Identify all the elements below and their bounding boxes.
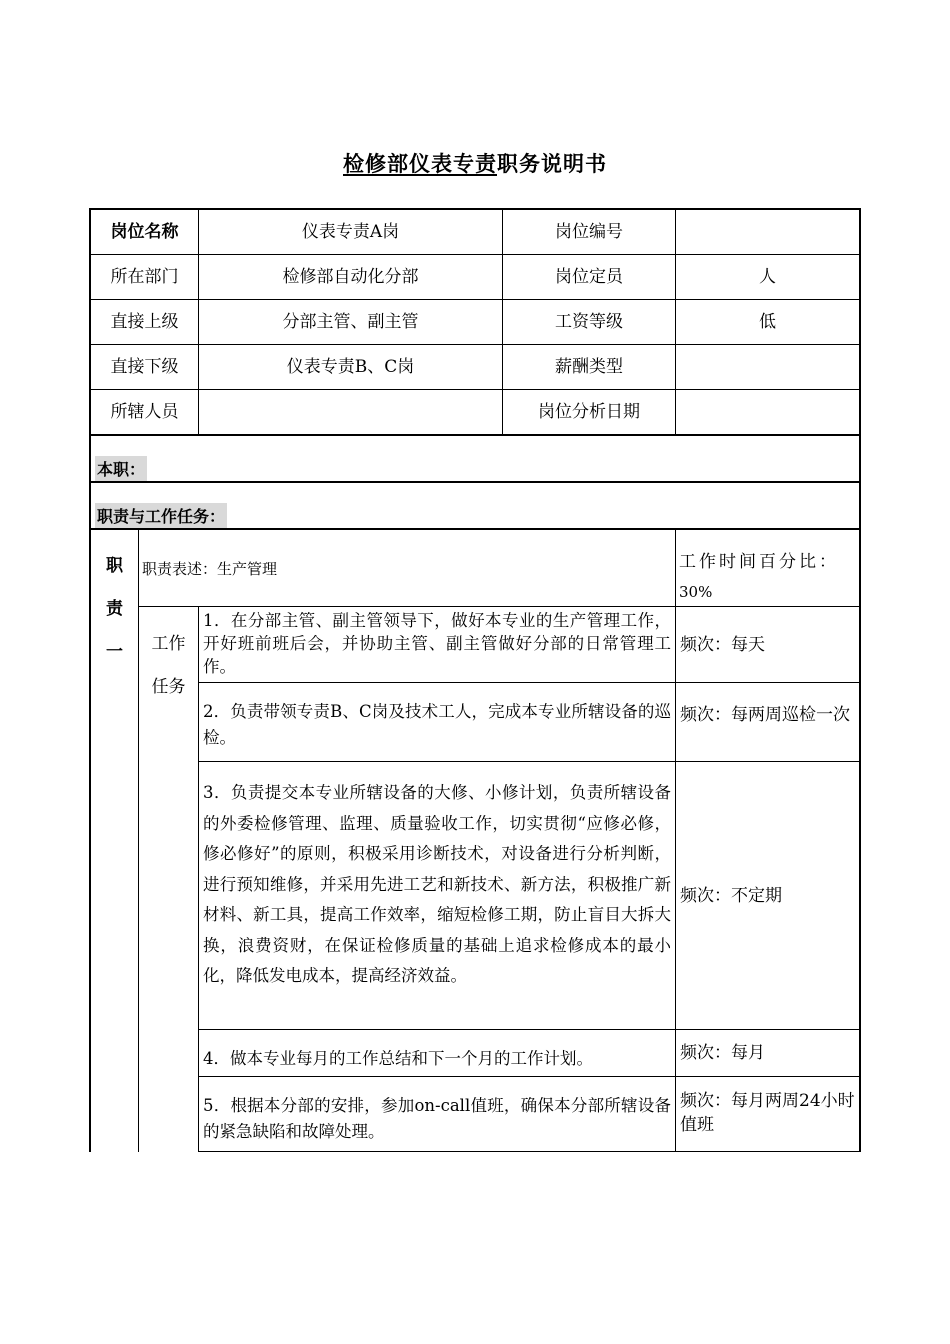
info-label: 岗位定员 <box>555 266 623 287</box>
info-value <box>676 210 859 254</box>
side-char: 职 <box>106 556 123 576</box>
task-frequency: 频次：每月 <box>680 1043 765 1063</box>
info-value <box>199 390 502 434</box>
info-value <box>676 390 859 434</box>
info-value: 检修部自动化分部 <box>282 266 419 287</box>
responsibility-description: 职责表述：生产管理 <box>142 560 278 578</box>
info-value: 仪表专责B、C岗 <box>286 356 415 377</box>
task-text: 5．根据本分部的安排，参加on-call值班，确保本分部所辖设备的紧急缺陷和故障处理。 <box>203 1096 671 1141</box>
info-label: 直接下级 <box>110 356 179 377</box>
info-label: 所辖人员 <box>110 401 179 422</box>
section-duty <box>91 456 391 480</box>
task-text: 1．在分部主管、副主管领导下，做好本专业的生产管理工作，开好班前班后会，并协助主管、副主管做好分部的日常管理工作。 <box>203 611 671 676</box>
info-label: 所在部门 <box>110 266 179 287</box>
task-frequency: 频次：每天 <box>680 634 765 655</box>
section-tasks-label: 职责与工作任务： <box>95 503 227 528</box>
task-text: 4．做本专业每月的工作总结和下一个月的工作计划。 <box>203 1049 593 1068</box>
info-value <box>676 345 859 389</box>
task-label <box>139 623 198 709</box>
info-label: 薪酬类型 <box>555 356 623 377</box>
responsibility-side-label <box>91 545 138 674</box>
task-frequency: 频次：每两周巡检一次 <box>680 705 850 725</box>
task-label-line: 工作 <box>151 634 186 654</box>
info-label: 直接上级 <box>110 311 179 332</box>
info-value: 人 <box>759 266 776 287</box>
info-value: 分部主管、副主管 <box>282 311 419 332</box>
task-frequency: 频次：每月两周24小时值班 <box>680 1091 855 1135</box>
info-label: 岗位分析日期 <box>538 401 640 422</box>
side-char: 一 <box>106 642 123 662</box>
page-title <box>0 148 950 178</box>
info-label: 工资等级 <box>555 311 623 332</box>
section-tasks <box>91 503 391 527</box>
task-text: 3．负责提交本专业所辖设备的大修、小修计划，负责所辖设备的外委检修管理、监理、质量验收工作，切实贯彻“应修必修，修必修好”的原则，积极采用诊断技术，对设备进行分析判断，进行预知维修，并采用先进工艺和新技术、新方法，积极推广新材料、新工具，提高工作效率，缩短检修工期，防止盲目大拆大换，浪费资财，在保证检修质量的基础上追求检修成本的最小化，降低发电成本，提高经济效益。 <box>203 783 671 985</box>
info-value: 低 <box>759 311 776 332</box>
title-underlined: 检修部仪表专责 <box>343 152 497 176</box>
side-char: 责 <box>106 599 123 619</box>
percent-label: 工作时间百分比： <box>679 552 839 572</box>
info-value: 仪表专责A岗 <box>301 221 400 242</box>
task-frequency: 频次：不定期 <box>680 885 782 906</box>
task-text: 2．负责带领专责B、C岗及技术工人，完成本专业所辖设备的巡检。 <box>203 702 671 747</box>
title-rest: 职务说明书 <box>497 152 607 176</box>
task-label-line: 任务 <box>151 677 186 697</box>
info-label: 岗位名称 <box>110 221 179 242</box>
info-label: 岗位编号 <box>555 221 623 242</box>
percent-value: 30% <box>679 583 713 601</box>
section-duty-label: 本职： <box>95 456 147 481</box>
